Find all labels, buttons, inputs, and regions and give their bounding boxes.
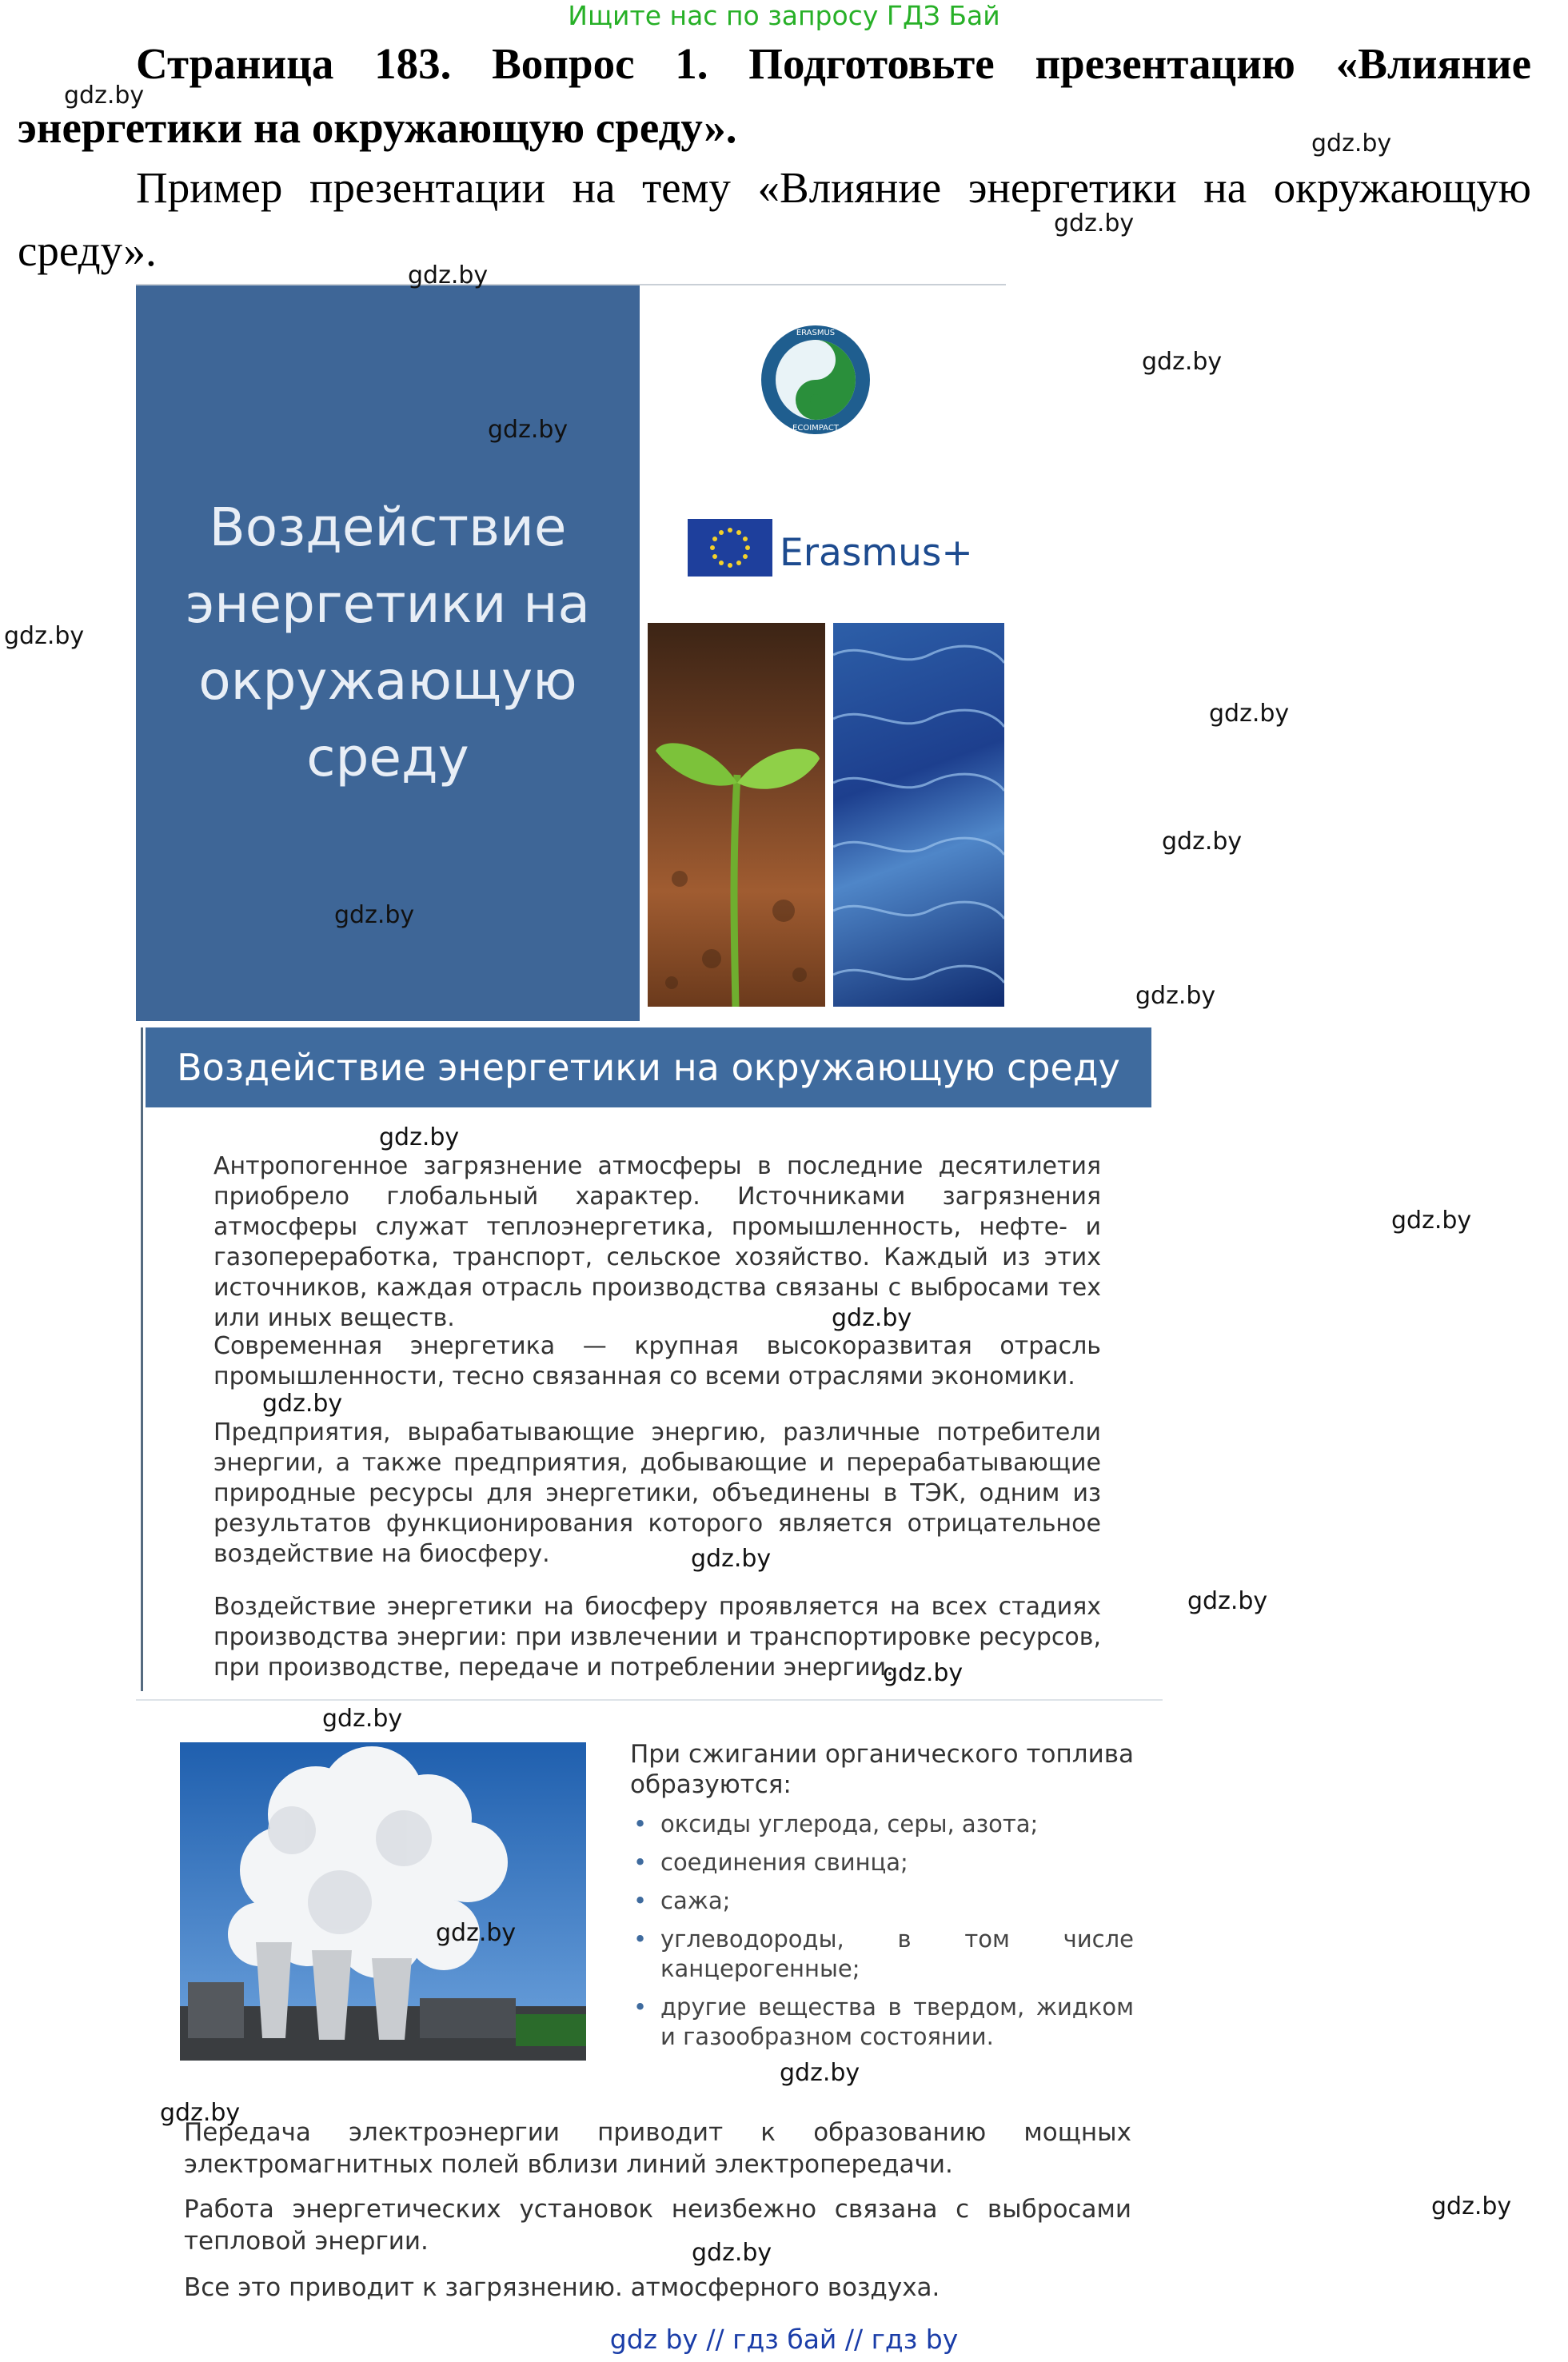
emissions-heading: При сжигании органического топлива образуются: [630, 1740, 1134, 1799]
slide-paragraph: Современная энергетика — крупная высокоразвитая отрасль промышленности, тесно связанная со всеми отраслями экономики. [213, 1332, 1101, 1390]
watermark: gdz.by [262, 1390, 343, 1418]
watermark: gdz.by [1431, 2192, 1512, 2220]
intro-text-line1: Пример презентации на тему «Влияние энергетики на окружающую [136, 163, 1531, 212]
slide-impact-text [141, 1027, 1154, 1691]
intro-text-line2: среду». [18, 226, 157, 275]
slide-paragraph: Воздействие энергетики на биосферу проявляется на всех стадиях производства энергии: при извлечении и транспортировке ресурсов, при производстве, передаче и потреблении энергии. [213, 1593, 1101, 1682]
list-item [630, 1993, 1134, 2052]
watermark: gdz.by [1135, 982, 1216, 1010]
watermark: gdz.by [160, 2099, 241, 2127]
eu-flag-icon [688, 519, 772, 577]
watermark: gdz.by [832, 1304, 912, 1332]
slide-heading: Воздействие энергетики на окружающую среду [177, 1046, 1120, 1089]
list-item [630, 1809, 1134, 1839]
watermark: gdz.by [1054, 209, 1135, 237]
watermark: gdz.by [1187, 1587, 1268, 1615]
slide-paragraph: Предприятия, вырабатывающие энергию, различные потребители энергии, а также предприятия, добывающие и перерабатывающие природные ресурсы для энергетики, объединены в ТЭК, одним из результатов функционирования которого является отрицательное воздействие на биосферу. [213, 1418, 1101, 1568]
slide-paragraph: Работа энергетических установок неизбежно связана с выбросами тепловой энергии. [184, 2195, 1131, 2256]
list-item [630, 1886, 1134, 1916]
slide-title-heading [136, 489, 640, 796]
watermark: gdz.by [379, 1123, 460, 1151]
footer-links[interactable]: gdz by // гдз бай // гдз by [609, 2324, 959, 2355]
watermark: gdz.by [780, 2059, 860, 2087]
bullet-icon: • [633, 1993, 648, 2021]
logo-text-top: ERASMUS [796, 329, 836, 337]
list-item-text: оксиды углерода, серы, азота; [660, 1810, 1039, 1837]
list-item-text: углеводороды, в том числе канцерогенные; [660, 1925, 1134, 1982]
slide-paragraph: Антропогенное загрязнение атмосферы в последние десятилетия приобрело глобальный характер. Источниками загрязнения атмосферы служат теплоэнергетика, промышленность, нефте- и газопереработка, транспорт, сельское хозяйство. Каждый из этих источников, каждая отрасль производства связаны с выбросами тех или иных веществ. [213, 1152, 1101, 1332]
watermark: gdz.by [1311, 130, 1392, 158]
watermark: gdz.by [4, 622, 85, 650]
logo-text-bottom: ECOIMPACT [792, 424, 839, 433]
question-heading-line1: Страница 183. Вопрос 1. Подготовьте презентацию «Влияние [136, 39, 1531, 88]
list-item [630, 1848, 1134, 1877]
seedling-photo [648, 623, 825, 1007]
watermark: gdz.by [691, 1545, 772, 1573]
erasmus-ecoimpact-logo [760, 324, 872, 436]
bullet-icon: • [633, 1849, 648, 1876]
bullet-icon: • [633, 1810, 648, 1837]
title-line: окружающую [198, 650, 577, 712]
title-line: среду [306, 727, 469, 788]
watermark: gdz.by [322, 1705, 403, 1733]
top-banner: Ищите нас по запросу ГДЗ Бай [568, 0, 1000, 31]
title-line: энергетики на [186, 573, 590, 635]
power-plant-smoke-photo [180, 1742, 586, 2061]
watermark: gdz.by [408, 261, 489, 289]
list-item [630, 1925, 1134, 1984]
watermark: gdz.by [64, 82, 145, 110]
watermark: gdz.by [1209, 700, 1290, 728]
water-photo [833, 623, 1004, 1007]
watermark: gdz.by [1142, 348, 1223, 376]
question-heading-line2: энергетики на окружающую среду». [18, 103, 737, 152]
slide-emissions [136, 1699, 1163, 2332]
title-line: Воздействие [209, 497, 567, 558]
slide-title [136, 284, 1006, 1021]
watermark: gdz.by [692, 2239, 772, 2267]
slide-paragraph: Передача электроэнергии приводит к образованию мощных электромагнитных полей вблизи линий электропередачи. [184, 2118, 1131, 2179]
watermark: gdz.by [436, 1919, 517, 1947]
list-item-text: соединения свинца; [660, 1849, 908, 1876]
emissions-list [630, 1809, 1134, 2061]
watermark: gdz.by [334, 901, 415, 929]
watermark: gdz.by [488, 416, 569, 444]
slide-paragraph: Все это приводит к загрязнению. атмосферного воздуха. [184, 2273, 940, 2302]
bullet-icon: • [633, 1887, 648, 1914]
watermark: gdz.by [1391, 1207, 1472, 1235]
watermark: gdz.by [1162, 828, 1243, 856]
watermark: gdz.by [883, 1659, 964, 1687]
bullet-icon: • [633, 1925, 648, 1953]
list-item-text: сажа; [660, 1887, 731, 1914]
list-item-text: другие вещества в твердом, жидком и газообразном состоянии. [660, 1993, 1134, 2050]
erasmus-label: Erasmus+ [780, 531, 973, 575]
